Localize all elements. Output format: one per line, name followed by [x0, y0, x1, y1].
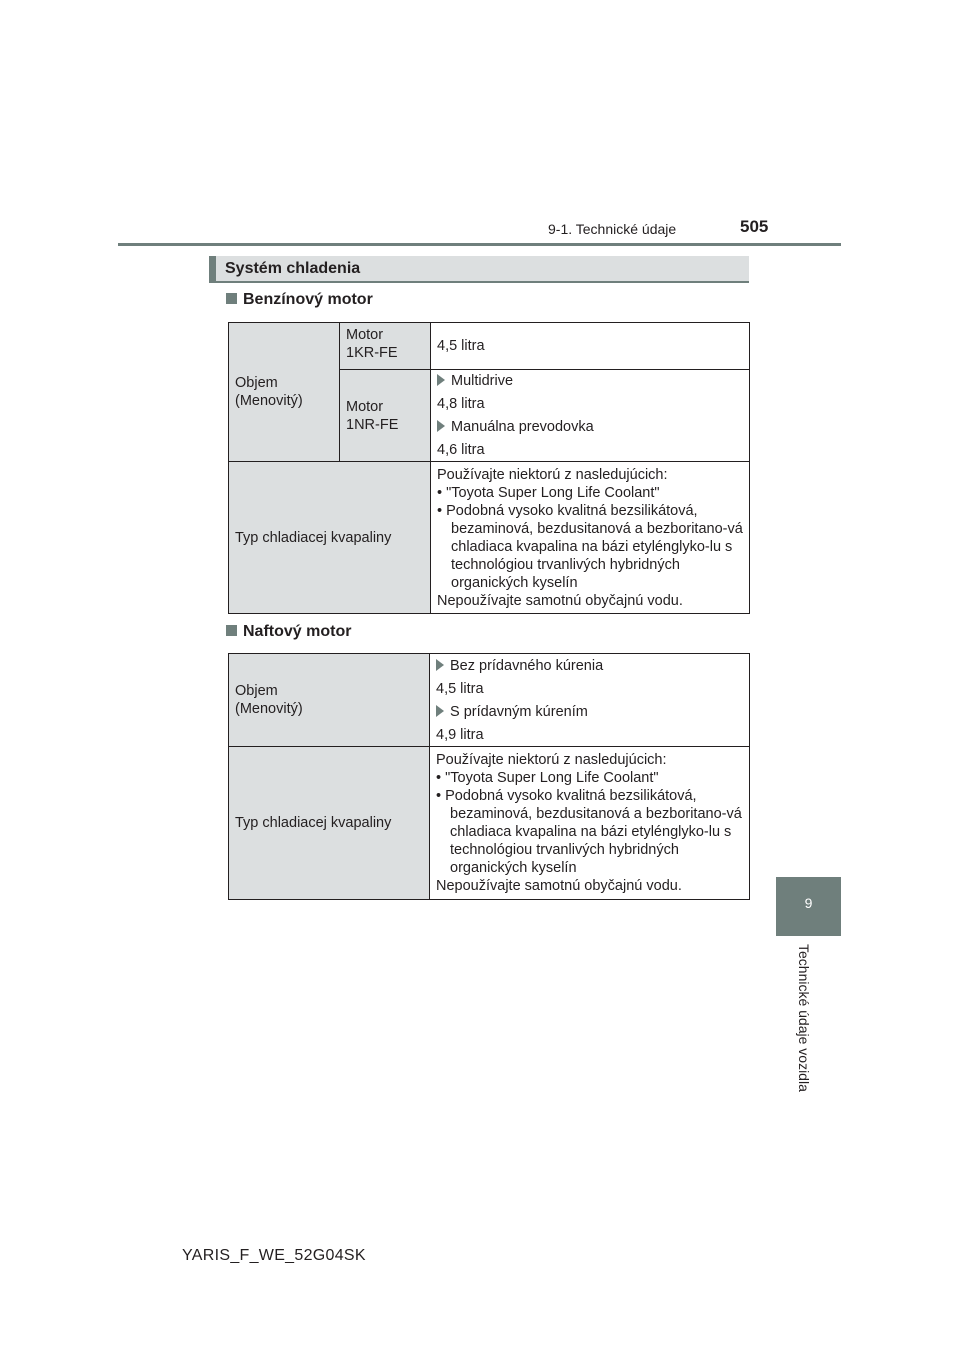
triangle-bullet-icon — [437, 420, 445, 432]
engine-cell-1kr: Motor 1KR-FE — [340, 323, 431, 370]
coolant-intro: Používajte niektorú z nasledujúcich: — [437, 466, 668, 483]
option-name: Manuálna prevodovka — [451, 419, 594, 435]
option-value: 4,5 litra — [436, 680, 484, 697]
value-cell-diesel — [430, 654, 750, 747]
option-name: S prídavným kúrením — [450, 703, 588, 720]
subheading-diesel — [226, 623, 351, 641]
subheading-gasoline — [226, 291, 373, 309]
document-code: YARIS_F_WE_52G04SK — [182, 1247, 366, 1264]
chapter-tab — [776, 877, 841, 936]
coolant-label-cell: Typ chladiacej kvapaliny — [229, 747, 430, 900]
option-multidrive — [437, 372, 743, 390]
coolant-note: Nepoužívajte samotnú obyčajnú vodu. — [436, 878, 682, 894]
volume-label-cell: Objem (Menovitý) — [229, 323, 340, 462]
chapter-number: 9 — [804, 895, 813, 911]
section-title: Systém chladenia — [225, 260, 361, 277]
triangle-bullet-icon — [436, 705, 444, 717]
option-value: 4,8 litra — [437, 396, 485, 412]
page-number: 505 — [740, 217, 769, 236]
coolant-item: • Podobná vysoko kvalitná bezsilikátová, bezaminová, bezdusitanová a bezboritano-vá chladiaca kvapalina na bázi etylénglyko-lu s technológiou trvanlivých hybridných organických kyselín — [437, 502, 743, 591]
coolant-item: • Podobná vysoko kvalitná bezsilikátová, bezaminová, bezdusitanová a bezboritano-vá chladiaca kvapalina na bázi etylénglyko-lu s technológiou trvanlivých hybridných organických kyselín — [436, 788, 742, 876]
coolant-item: • "Toyota Super Long Life Coolant" — [436, 770, 659, 786]
value-cell-1kr: 4,5 litra — [431, 323, 750, 370]
option-value: 4,6 litra — [437, 442, 485, 458]
coolant-note: Nepoužívajte samotnú obyčajnú vodu. — [437, 592, 683, 609]
diesel-spec-table — [228, 653, 750, 900]
option-value: 4,9 litra — [436, 726, 484, 743]
option-name: Bez prídavného kúrenia — [450, 657, 604, 674]
engine-cell-1nr: Motor 1NR-FE — [340, 370, 431, 462]
subheading-gasoline-text: Benzínový motor — [243, 291, 373, 308]
square-bullet-icon — [226, 625, 237, 636]
coolant-value-cell — [431, 462, 750, 614]
chapter-label: Technické údaje vozidla — [796, 944, 812, 1092]
volume-label-cell: Objem (Menovitý) — [229, 654, 430, 747]
running-header-section: 9-1. Technické údaje — [548, 221, 677, 237]
triangle-bullet-icon — [436, 659, 444, 671]
option-name: Multidrive — [451, 373, 514, 389]
option-no-heater — [436, 657, 743, 675]
square-bullet-icon — [226, 293, 237, 304]
subheading-diesel-text: Naftový motor — [243, 623, 352, 640]
option-with-heater — [436, 703, 743, 721]
coolant-value-cell — [430, 747, 750, 900]
section-title-bar — [209, 256, 749, 283]
coolant-intro: Používajte niektorú z nasledujúcich: — [436, 752, 667, 768]
option-manual — [437, 418, 743, 436]
triangle-bullet-icon — [437, 374, 445, 386]
coolant-item: • "Toyota Super Long Life Coolant" — [437, 484, 660, 501]
gasoline-spec-table — [228, 322, 750, 614]
header-divider — [118, 243, 841, 246]
value-cell-1nr — [431, 370, 750, 462]
coolant-label-cell: Typ chladiacej kvapaliny — [229, 462, 431, 614]
